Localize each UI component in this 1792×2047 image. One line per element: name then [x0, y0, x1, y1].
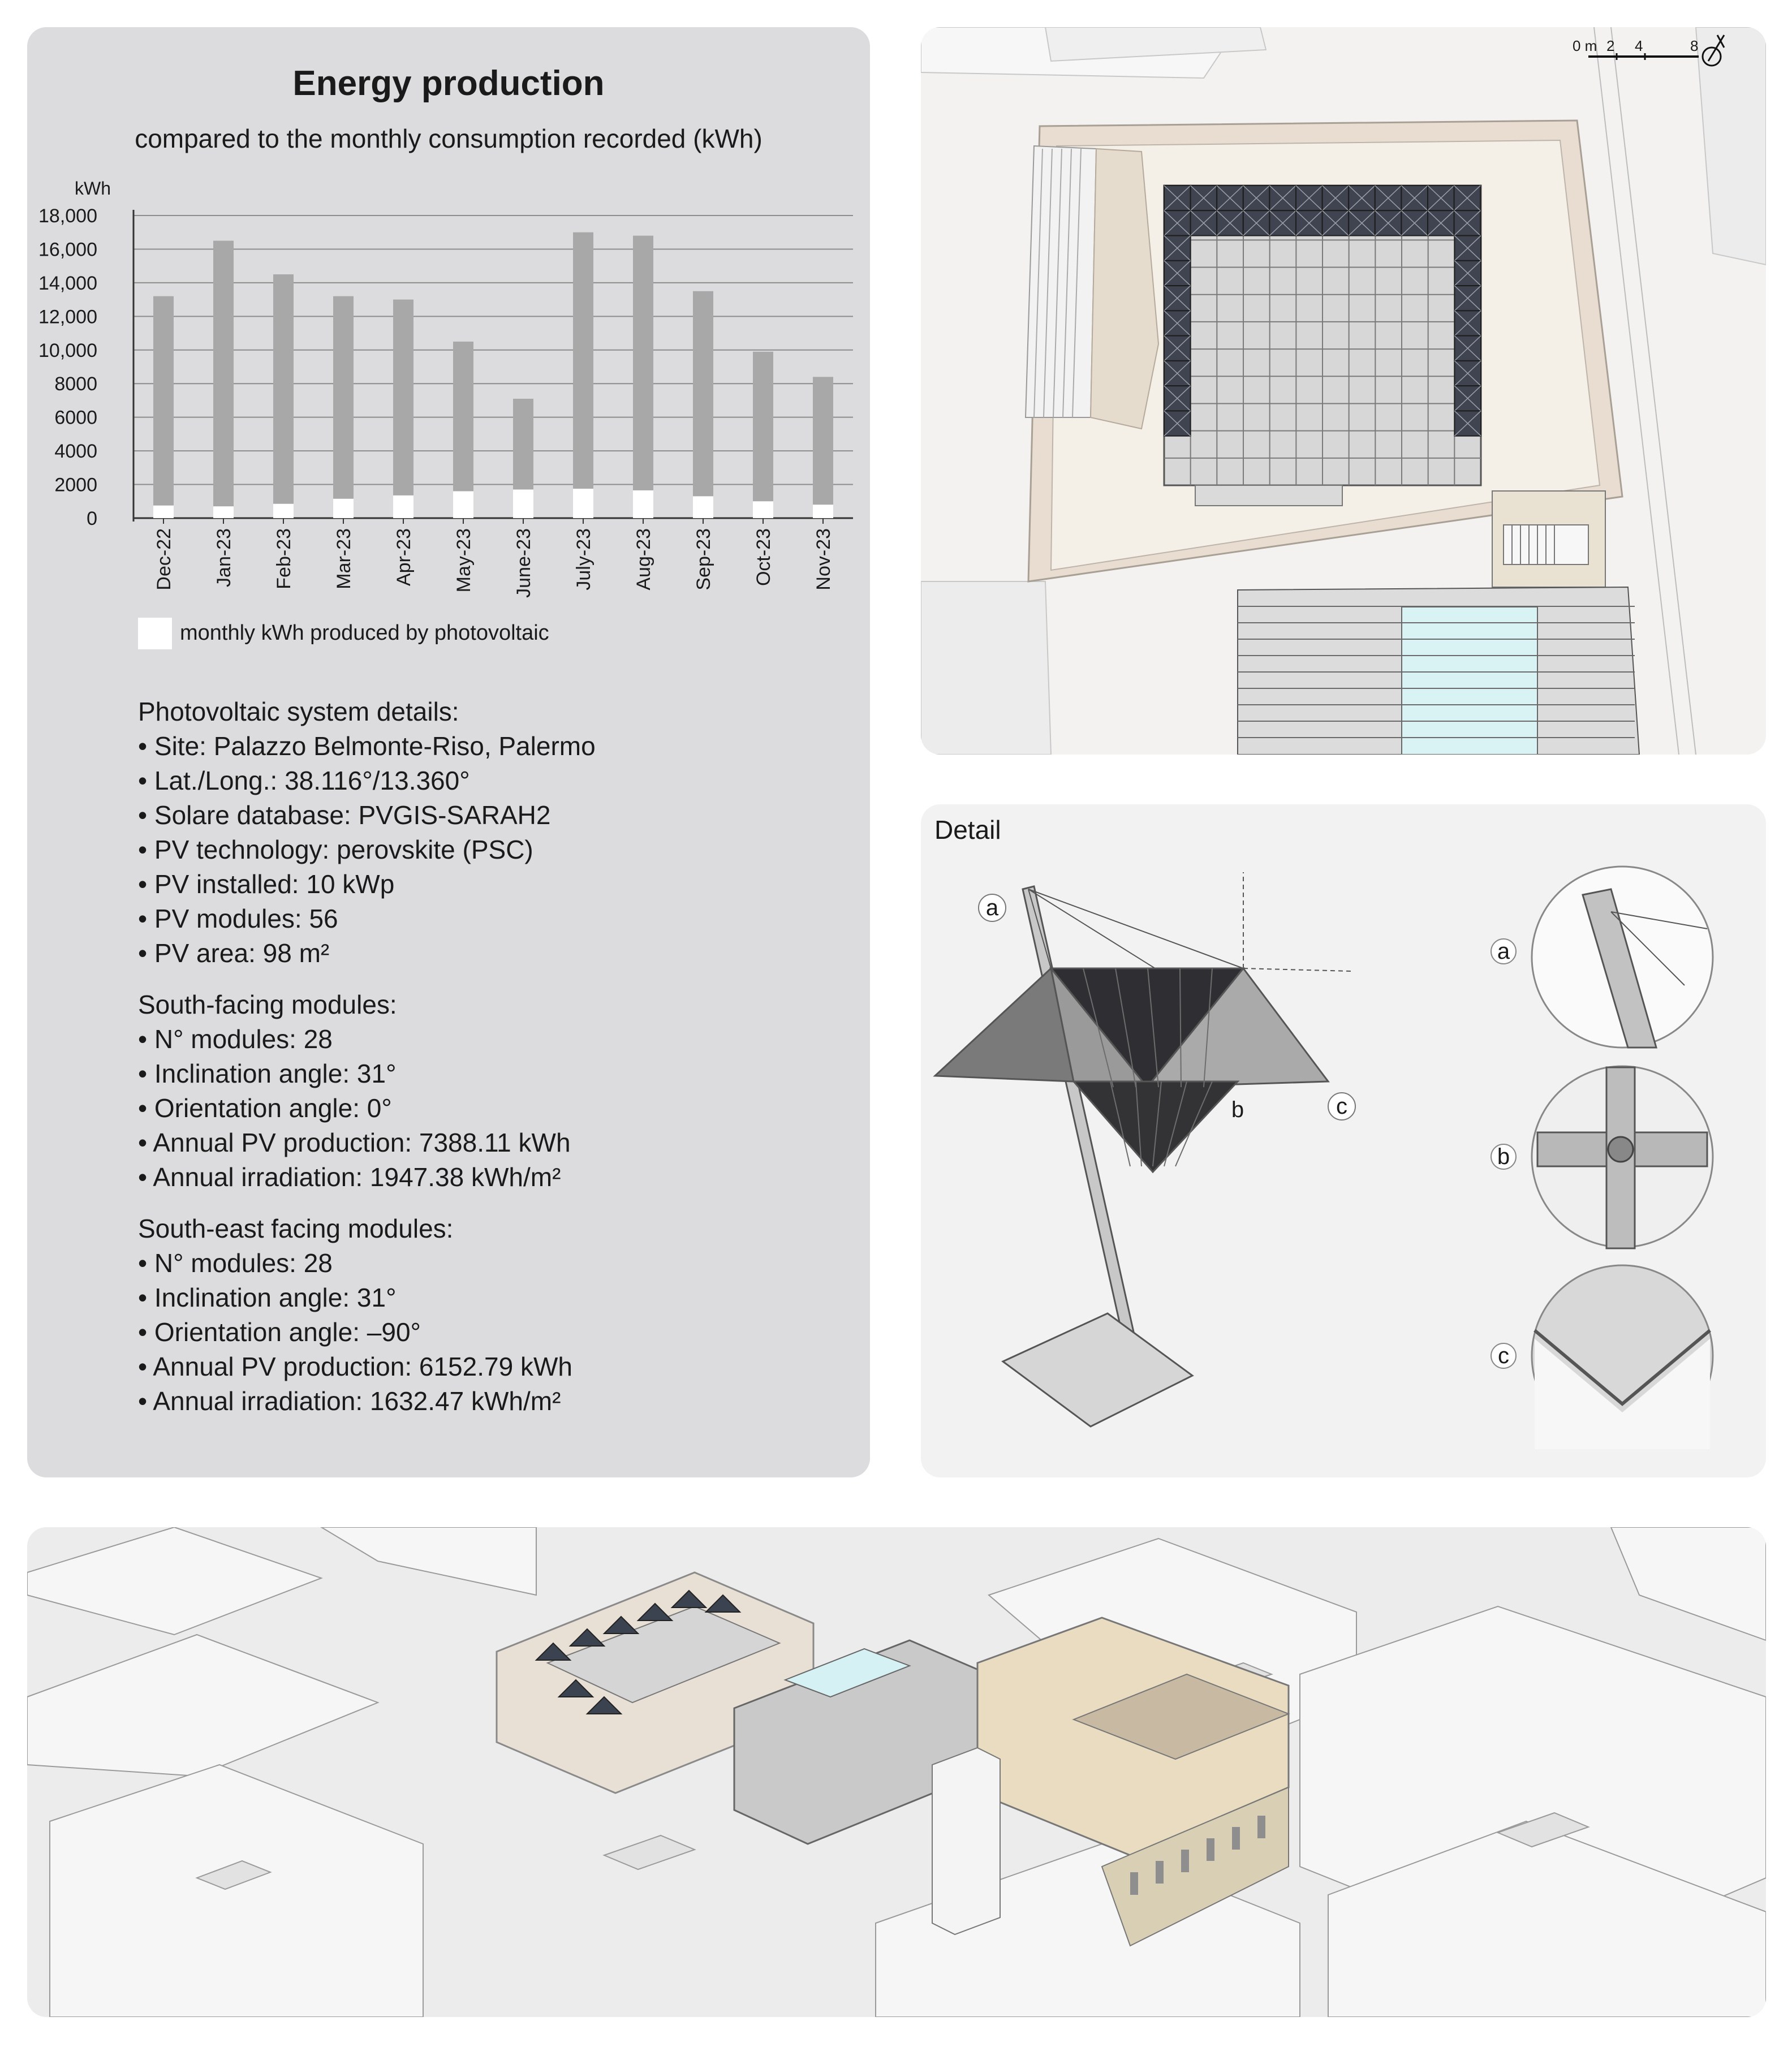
details-item: • Site: Palazzo Belmonte-Riso, Palermo [138, 731, 596, 761]
details-item: • Annual irradiation: 1632.47 kWh/m² [138, 1386, 561, 1416]
y-tick-label: 0 [87, 508, 97, 529]
detail-label-b: b [1231, 1097, 1244, 1122]
detail-label-a [979, 894, 1006, 921]
structure-detail-panel [921, 804, 1766, 1477]
bar-photovoltaic [453, 491, 473, 518]
x-tick-label: July-23 [573, 528, 595, 591]
y-tick-label: 6000 [54, 407, 97, 429]
energy-production-panel [27, 27, 870, 1477]
pv-system-details [138, 695, 828, 1436]
details-item: • Orientation angle: 0° [138, 1093, 392, 1123]
svg-text:c: c [1498, 1343, 1509, 1368]
detail-zoom-c [1491, 1265, 1713, 1449]
axonometric-drawing [27, 1527, 1766, 2017]
y-tick-label: 2000 [54, 474, 97, 496]
legend-swatch-photovoltaic [138, 618, 172, 649]
bar-photovoltaic [213, 506, 234, 518]
details-block [138, 988, 828, 1195]
details-item: • Inclination angle: 31° [138, 1283, 397, 1312]
x-tick-label: June-23 [513, 528, 535, 598]
bar-consumption [333, 296, 354, 518]
bar-photovoltaic [333, 499, 354, 518]
details-item: • Inclination angle: 31° [138, 1059, 397, 1088]
bar-photovoltaic [273, 504, 294, 518]
y-tick-label: 10,000 [38, 339, 97, 361]
bar-consumption [633, 236, 653, 518]
x-tick-label: Aug-23 [633, 528, 654, 591]
y-axis-label: kWh [75, 178, 111, 199]
svg-text:0 m: 0 m [1573, 37, 1597, 54]
energy-bar-chart [27, 27, 870, 615]
bar-consumption [573, 232, 593, 518]
site-plan-panel [921, 27, 1766, 755]
details-item: • Annual PV production: 7388.11 kWh [138, 1128, 571, 1157]
svg-text:2: 2 [1606, 37, 1615, 54]
svg-text:b: b [1497, 1144, 1510, 1169]
bar-photovoltaic [513, 489, 533, 518]
y-tick-label: 14,000 [38, 272, 97, 294]
svg-text:a: a [1497, 939, 1510, 964]
x-tick-label: Sep-23 [693, 528, 714, 591]
detail-zoom-b [1491, 1066, 1713, 1248]
y-tick-label: 16,000 [38, 239, 97, 261]
y-tick-label: 4000 [54, 441, 97, 463]
details-heading: Photovoltaic system details: [138, 697, 459, 726]
detail-zoom-a [1491, 867, 1713, 1048]
bar-consumption [813, 377, 833, 518]
details-item: • Orientation angle: –90° [138, 1317, 421, 1347]
chart-subtitle: compared to the monthly consumption recorded (kWh) [135, 124, 763, 153]
details-item: • N° modules: 28 [138, 1248, 333, 1278]
details-block [138, 695, 828, 971]
y-tick-label: 18,000 [38, 205, 97, 227]
x-tick-label: Apr-23 [393, 528, 415, 587]
legend-label: monthly kWh produced by photovoltaic [180, 621, 549, 645]
detail-title: Detail [934, 815, 1001, 844]
bar-consumption [753, 352, 773, 518]
bar-consumption [153, 296, 174, 518]
chart-title: Energy production [292, 64, 605, 103]
bar-consumption [213, 241, 234, 518]
details-heading: South-facing modules: [138, 990, 397, 1019]
x-tick-label: Mar-23 [333, 528, 355, 589]
x-tick-label: Jan-23 [213, 528, 235, 587]
y-tick-label: 8000 [54, 373, 97, 395]
details-item: • PV area: 98 m² [138, 938, 330, 968]
x-tick-label: May-23 [453, 528, 475, 593]
bar-photovoltaic [693, 496, 713, 518]
details-item: • Solare database: PVGIS-SARAH2 [138, 800, 551, 830]
x-tick-label: Nov-23 [813, 528, 834, 591]
details-item: • Annual PV production: 6152.79 kWh [138, 1352, 572, 1381]
bar-consumption [273, 274, 294, 518]
details-block [138, 1212, 828, 1419]
detail-label-c [1328, 1093, 1355, 1120]
x-tick-label: Oct-23 [753, 528, 774, 587]
details-item: • Annual irradiation: 1947.38 kWh/m² [138, 1162, 561, 1192]
bar-photovoltaic [573, 489, 593, 518]
details-item: • PV technology: perovskite (PSC) [138, 835, 533, 864]
svg-text:c: c [1336, 1094, 1347, 1119]
bar-photovoltaic [813, 505, 833, 518]
details-item: • PV installed: 10 kWp [138, 869, 395, 899]
bar-consumption [393, 300, 413, 518]
bar-photovoltaic [753, 501, 773, 518]
details-item: • N° modules: 28 [138, 1024, 333, 1054]
scale-bar [1573, 37, 1699, 60]
y-tick-label: 12,000 [38, 306, 97, 328]
structure-detail-drawing [921, 804, 1766, 1477]
axonometric-view-panel [27, 1527, 1766, 2017]
x-tick-label: Dec-22 [153, 528, 175, 591]
svg-text:4: 4 [1635, 37, 1643, 54]
bar-consumption [693, 291, 713, 518]
svg-text:8: 8 [1690, 37, 1699, 54]
x-tick-label: Feb-23 [273, 528, 295, 589]
bar-photovoltaic [153, 506, 174, 518]
site-plan-drawing [921, 27, 1766, 755]
details-item: • Lat./Long.: 38.116°/13.360° [138, 766, 470, 795]
bar-photovoltaic [393, 495, 413, 518]
bar-photovoltaic [633, 490, 653, 518]
svg-text:a: a [985, 895, 999, 920]
details-item: • PV modules: 56 [138, 904, 338, 933]
details-heading: South-east facing modules: [138, 1214, 454, 1243]
